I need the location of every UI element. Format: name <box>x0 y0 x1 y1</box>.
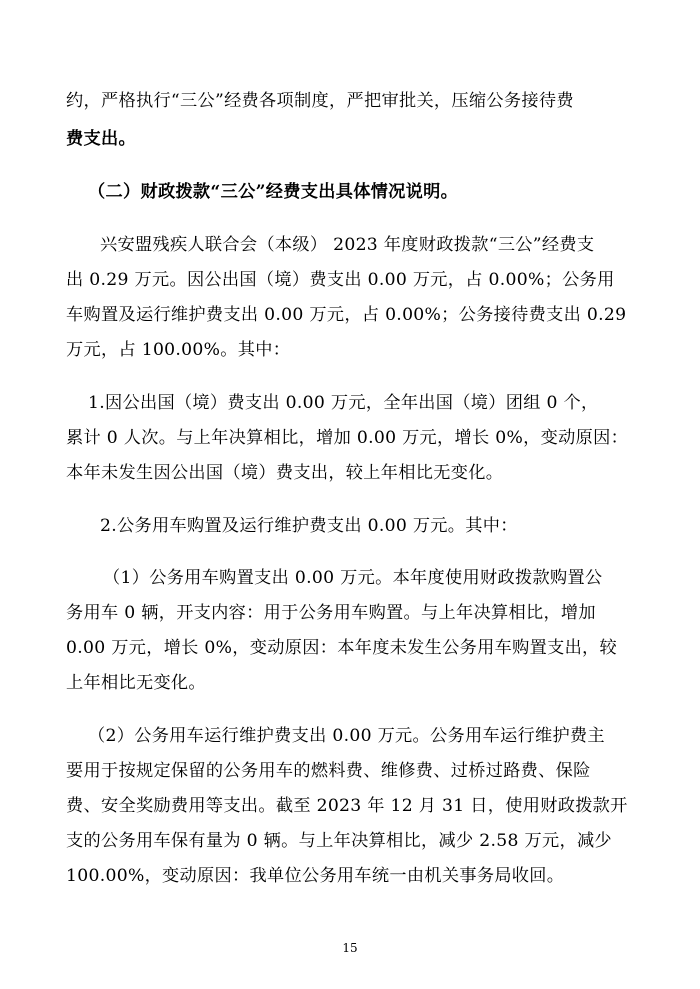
text-line: 费、安全奖励费用等支出。截至 2023 年 12 月 31 日，使用财政拨款开 <box>66 796 628 816</box>
text-line: 2.公务用车购置及运行维护费支出 0.00 万元。其中： <box>100 516 518 536</box>
text-line: 本年未发生因公出国（境）费支出，较上年相比无变化。 <box>66 463 504 483</box>
section-heading: （二）财政拨款“三公”经费支出具体情况说明。 <box>88 182 459 202</box>
text-line: 出 0.29 万元。因公出国（境）费支出 0.00 万元，占 0.00%；公务用 <box>66 270 615 290</box>
text-line: （2）公务用车运行维护费支出 0.00 万元。公务用车运行维护费主 <box>88 726 605 746</box>
text-line: 支的公务用车保有量为 0 辆。与上年决算相比，减少 2.58 万元，减少 <box>66 831 612 851</box>
text-line: 累计 0 人次。与上年决算相比，增加 0.00 万元，增长 0%，变动原因： <box>66 428 629 448</box>
page-number: 15 <box>342 941 358 955</box>
text-line: 100.00%，变动原因：我单位公务用车统一由机关事务局收回。 <box>66 866 565 886</box>
text-line: 约，严格执行“三公”经费各项制度，严把审批关，压缩公务接待费 <box>66 91 574 111</box>
text-line: 车购置及运行维护费支出 0.00 万元，占 0.00%；公务接待费支出 0.29 <box>66 305 627 325</box>
text-line: 费支出。 <box>66 129 136 149</box>
text-line: 兴安盟残疾人联合会（本级） 2023 年度财政拨款“三公”经费支 <box>100 235 595 255</box>
text-line: 0.00 万元，增长 0%，变动原因：本年度未发生公务用车购置支出，较 <box>66 638 618 658</box>
text-line: 务用车 0 辆，开支内容：用于公务用车购置。与上年决算相比，增加 <box>66 603 596 623</box>
text-line: （1）公务用车购置支出 0.00 万元。本年度使用财政拨款购置公 <box>103 568 603 588</box>
text-line: 要用于按规定保留的公务用车的燃料费、维修费、过桥过路费、保险 <box>66 761 591 781</box>
text-line: 万元，占 100.00%。其中： <box>66 340 291 360</box>
text-line: 1.因公出国（境）费支出 0.00 万元，全年出国（境）团组 0 个， <box>88 393 599 413</box>
text-line: 上年相比无变化。 <box>66 673 206 693</box>
